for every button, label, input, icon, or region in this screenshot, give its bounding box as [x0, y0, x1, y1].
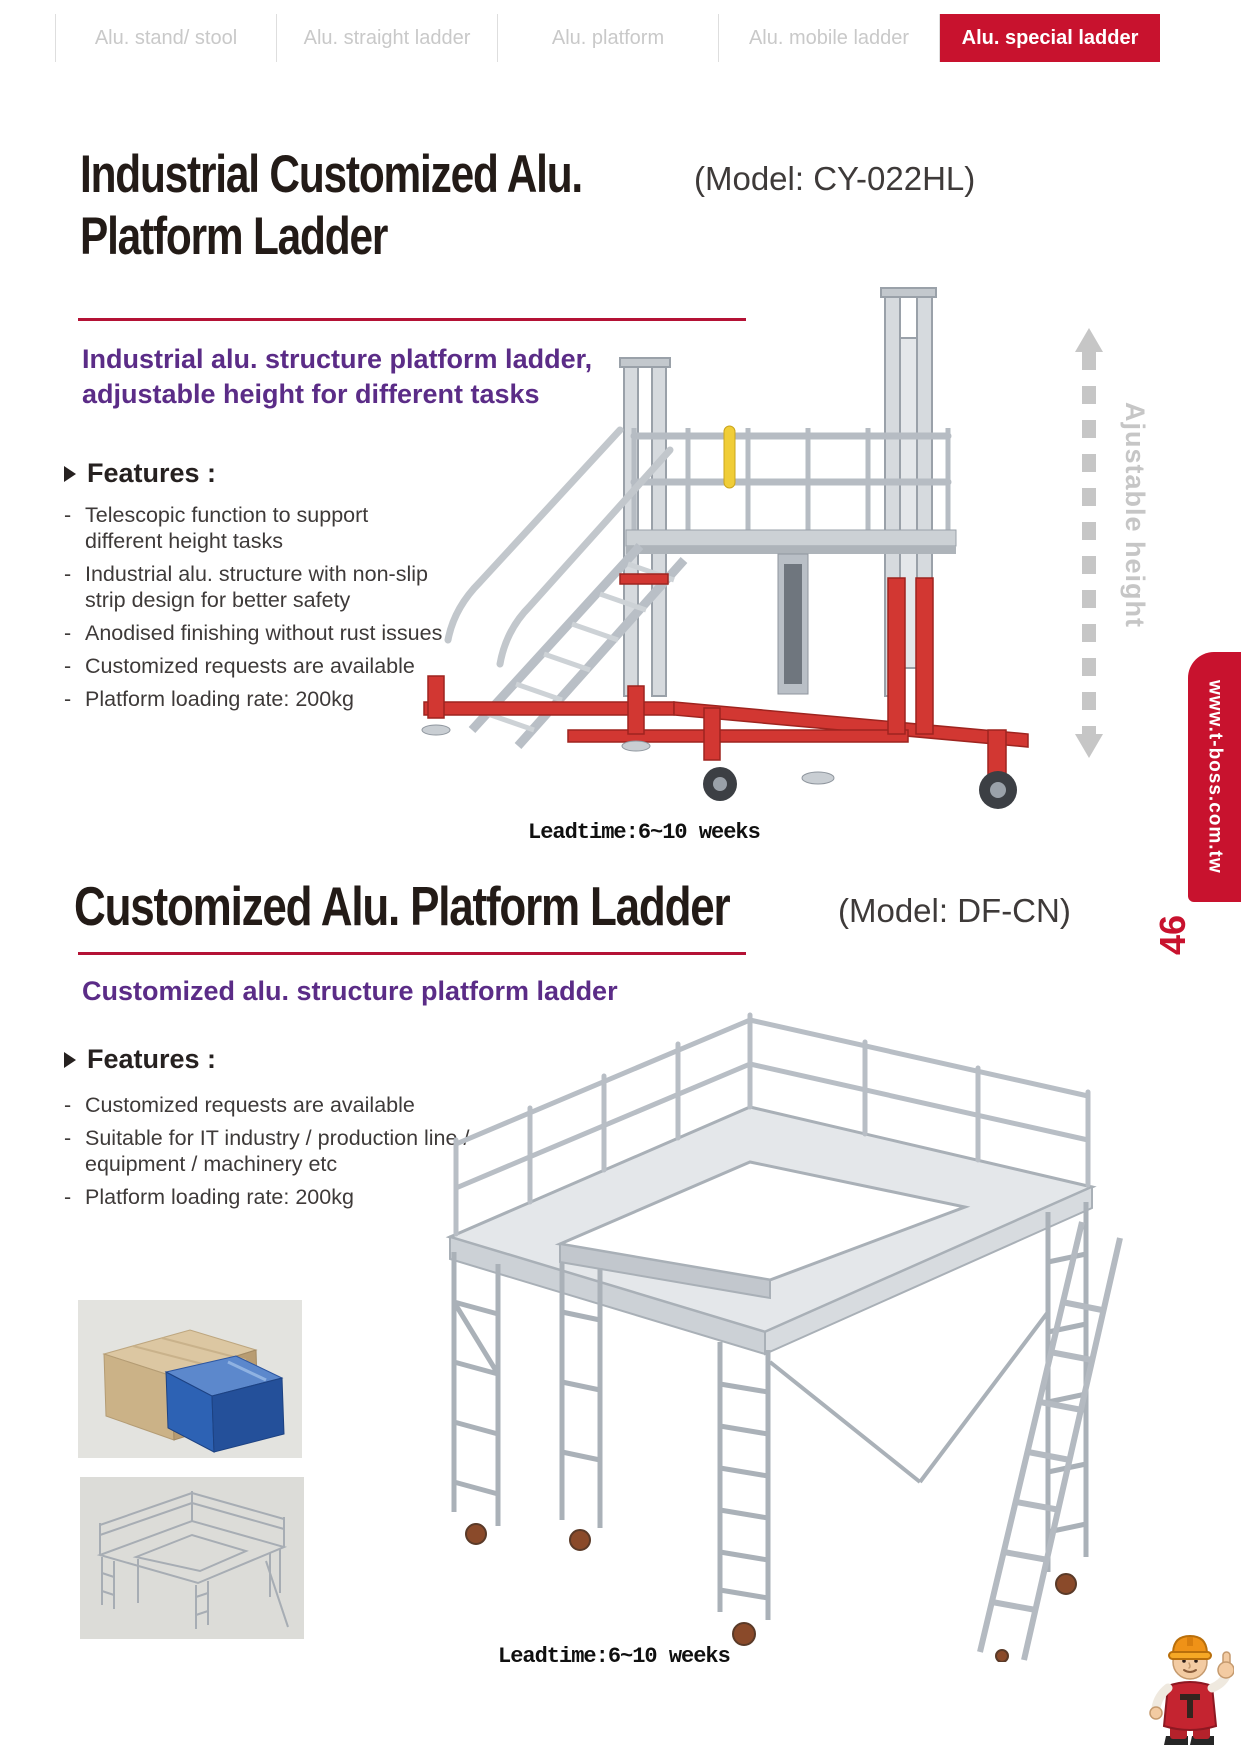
feature-line: Platform loading rate: 200kg	[85, 1185, 354, 1209]
tab-alu-special-ladder[interactable]	[940, 14, 1160, 62]
feature-line: Anodised finishing without rust issues	[85, 621, 443, 645]
bullet-dash: -	[64, 621, 72, 645]
feature-line: different height tasks	[85, 529, 284, 553]
frame-structure-illustration	[80, 1477, 304, 1639]
feature-line: Customized requests are available	[85, 654, 415, 678]
product1-title-line1	[80, 144, 707, 205]
bullet-dash: -	[64, 1126, 72, 1150]
product1-leadtime: Leadtime:6~10 weeks	[528, 820, 760, 845]
tab-label: Alu. special ladder	[961, 26, 1139, 49]
bullet-dash: -	[64, 687, 72, 711]
tab-alu-platform[interactable]	[497, 14, 718, 62]
bullet-dash: -	[64, 654, 72, 678]
feature-text	[85, 1184, 354, 1210]
product2-packaging-thumbnail	[78, 1300, 302, 1458]
feature-text	[85, 653, 415, 679]
platform-ladder-illustration	[388, 278, 1060, 818]
subtitle-line: adjustable height for different tasks	[82, 379, 540, 409]
product2-features-heading	[64, 1044, 216, 1075]
product2-model: (Model: DF-CN)	[838, 892, 1071, 929]
feature-line: Platform loading rate: 200kg	[85, 687, 354, 711]
page-number: 46	[1152, 914, 1193, 956]
feature-text	[85, 561, 428, 613]
section-divider-rule	[78, 952, 746, 955]
tab-alu-stand-stool[interactable]	[55, 14, 276, 62]
feature-text	[85, 686, 354, 712]
website-side-tab	[1188, 652, 1241, 902]
website-url: www.t-boss.com.tw	[1204, 680, 1226, 874]
product2-title	[74, 874, 893, 938]
title-text: Customized Alu. Platform Ladder	[74, 875, 730, 937]
customized-platform-illustration	[420, 1012, 1130, 1662]
feature-text	[85, 1125, 469, 1177]
product2-leadtime: Leadtime:6~10 weeks	[498, 1644, 730, 1669]
arrow-down-head	[1075, 734, 1103, 758]
feature-line: Suitable for IT industry / production line /	[85, 1126, 470, 1150]
title-text: Industrial Customized Alu.	[80, 145, 582, 204]
feature-line: Industrial alu. structure with non-slip	[85, 562, 428, 586]
packing-boxes-illustration	[78, 1300, 302, 1458]
features-heading-label: Features :	[87, 458, 217, 488]
product2-structure-thumbnail	[80, 1477, 304, 1639]
product1-model: (Model: CY-022HL)	[694, 160, 976, 197]
tab-alu-mobile-ladder[interactable]	[718, 14, 940, 62]
bullet-dash: -	[64, 503, 72, 527]
product1-title-line2	[80, 206, 464, 267]
product1-features-heading	[64, 458, 216, 489]
bullet-dash: -	[64, 562, 72, 586]
bullet-dash: -	[64, 1093, 72, 1117]
features-heading-label: Features :	[87, 1044, 217, 1074]
adjustable-height-label: Ajustable height	[1120, 402, 1150, 629]
adjustable-height-arrow-icon	[1075, 328, 1103, 758]
tab-label: Alu. straight ladder	[303, 26, 471, 49]
brand-mascot	[1146, 1624, 1234, 1750]
title-text: Platform Ladder	[80, 207, 388, 266]
features-arrow-icon	[64, 1052, 76, 1068]
feature-line: strip design for better safety	[85, 588, 351, 612]
category-tabbar	[55, 14, 1160, 62]
features-arrow-icon	[64, 466, 76, 482]
tab-alu-straight-ladder[interactable]	[276, 14, 497, 62]
subtitle-line: Industrial alu. structure platform ladder,	[82, 344, 593, 374]
arrow-up-head	[1075, 328, 1103, 352]
tab-label: Alu. stand/ stool	[94, 26, 238, 49]
tab-label: Alu. mobile ladder	[748, 26, 910, 49]
worker-mascot-illustration	[1146, 1624, 1234, 1750]
feature-line: Telescopic function to support	[85, 503, 369, 527]
subtitle-line: Customized alu. structure platform ladder	[82, 976, 618, 1006]
feature-line: Customized requests are available	[85, 1093, 415, 1117]
feature-text	[85, 502, 368, 554]
feature-text	[85, 1092, 415, 1118]
feature-line: equipment / machinery etc	[85, 1152, 338, 1176]
product2-subtitle	[82, 974, 618, 1009]
tab-label: Alu. platform	[551, 26, 665, 49]
product1-photo	[388, 278, 1060, 818]
product2-photo	[420, 1012, 1130, 1662]
bullet-dash: -	[64, 1185, 72, 1209]
arrow-dashed-shaft	[1082, 352, 1096, 734]
